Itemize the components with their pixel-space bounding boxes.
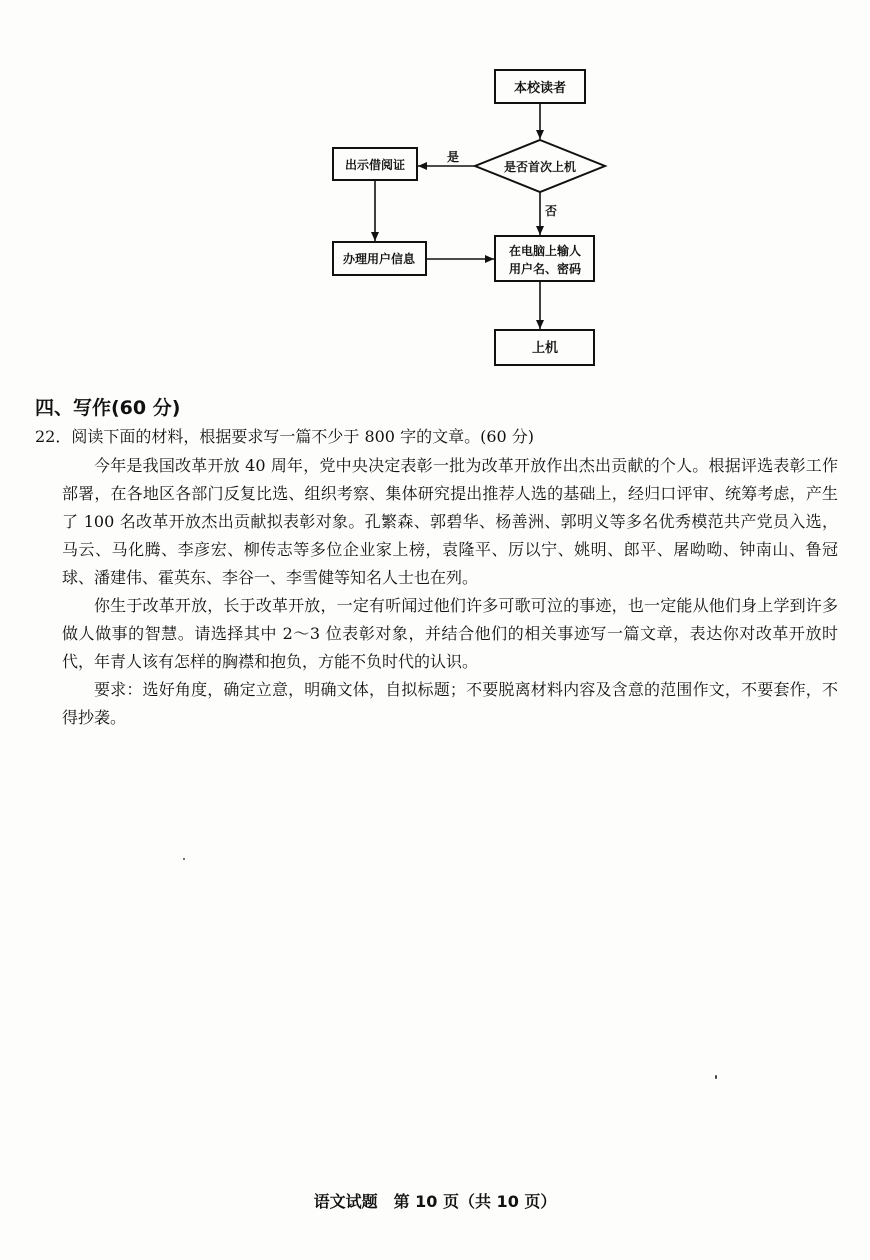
scan-speck [183,858,185,860]
flow-decision-label: 是否首次上机 [503,160,577,174]
scan-speck [715,1075,717,1079]
flowchart [0,0,870,380]
flow-show-card-box [333,148,417,180]
flow-register-label: 办理用户信息 [342,252,416,266]
passage-paragraph-1: 今年是我国改革开放 40 周年，党中央决定表彰一批为改革开放作出杰出贡献的个人。根据评选表彰工作部署，在各地区各部门反复比选、组织考察、集体研究提出推荐人选的基础上，经归口评审、统筹考虑，产生了 100 名改革开放杰出贡献拟表彰对象。孔繁森、郭碧华、杨善洲、郭明义等多名优秀模范共产党员入选，马云、马化腾、李彦宏、柳传志等多位企业家上榜，袁隆平、厉以宁、姚明、郎平、屠呦呦、钟南山、鲁冠球、潘建伟、霍英东、李谷一、李雪健等知名人士也在列。 [62,456,838,587]
requirement-paragraph: 要求：选好角度，确定立意，明确文体，自拟标题；不要脱离材料内容及含意的范围作文，不要套作，不得抄袭。 [62,680,838,727]
flow-no-label: 否 [545,204,558,218]
flow-yes-label: 是 [447,150,460,164]
flow-decision-diamond [475,140,605,192]
question-stem: 22．阅读下面的材料，根据要求写一篇不少于 800 字的文章。(60 分) [35,427,535,446]
section-title: 四、写作(60 分) [35,397,181,419]
page-footer: 语文试题 第 10 页（共 10 页） [313,1192,557,1211]
flow-end-label: 上机 [531,341,559,356]
flow-start-label: 本校读者 [513,81,567,96]
passage-paragraph-2: 你生于改革开放，长于改革开放，一定有听闻过他们许多可歌可泣的事迹，也一定能从他们身上学到许多做人做事的智慧。请选择其中 2～3 位表彰对象，并结合他们的相关事迹写一篇文章，表达你对改革开放时代，年青人该有怎样的胸襟和抱负，方能不负时代的认识。 [62,596,838,671]
passage [62,452,838,732]
flow-end-box [495,330,594,365]
flow-input-label-line2: 用户名、密码 [508,262,582,276]
flow-input-label-line1: 在电脑上输人 [508,244,582,258]
flow-show-card-label: 出示借阅证 [344,158,406,172]
flow-register-box [333,242,426,275]
flow-start-box [495,70,585,103]
flow-input-box [495,236,594,281]
